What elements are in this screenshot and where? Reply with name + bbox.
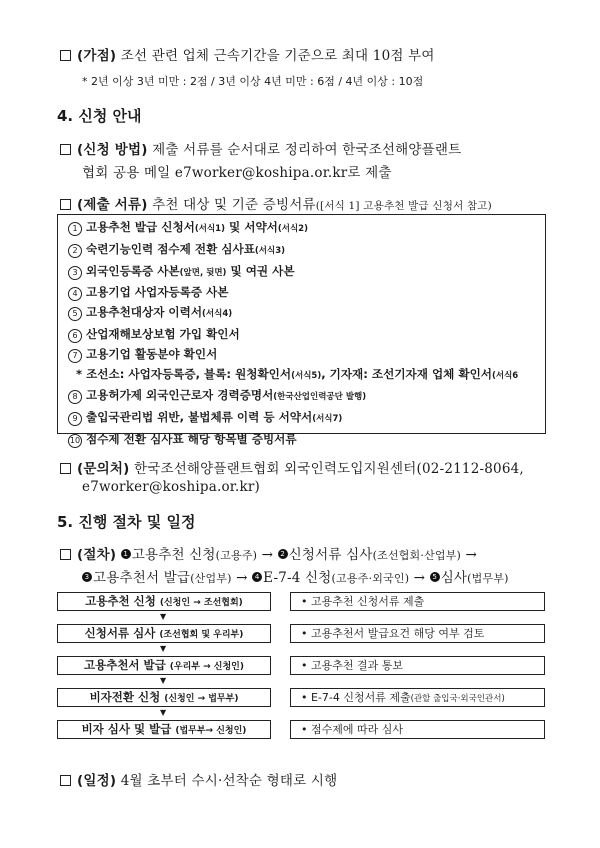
item-text: 점수제 전환 심사표 해당 항목별 증빙서류 — [86, 431, 297, 446]
item-number: 8 — [68, 390, 82, 404]
step-arrow: → — [257, 547, 278, 563]
docs-tag: (제출 서류) — [77, 197, 148, 213]
flow-step-box — [57, 592, 271, 611]
item-number: 10 — [68, 434, 82, 448]
item-form-ref: (서식3) — [254, 245, 286, 256]
flow-step-route: (법무부→ 신청인) — [175, 726, 247, 736]
item-text-extra: 및 서약서 — [224, 220, 278, 234]
item-text: 고용기업 활동분야 확인서 — [86, 346, 218, 361]
documents-note — [68, 365, 518, 387]
flow-step-box — [57, 720, 271, 739]
note-part-a: * 조선소: 사업자등록증, 블록: 원청확인서 — [76, 366, 292, 381]
schedule-text: 4월 초부터 수시·선착순 형태로 시행 — [120, 773, 338, 789]
flow-step-description — [290, 720, 545, 739]
item-number: 9 — [68, 412, 82, 426]
down-arrow-icon: ▼ — [160, 708, 167, 717]
document-item — [68, 218, 518, 240]
item-number: 3 — [68, 266, 82, 280]
item-number: 2 — [68, 244, 82, 258]
procedure-steps-2 — [82, 566, 509, 586]
step-actor: (고용주·외국인) — [331, 572, 410, 585]
item-number: 1 — [68, 222, 82, 236]
flow-step-label: 신청서류 심사 — [84, 626, 160, 640]
step-actor: (고용주) — [215, 549, 258, 562]
step-number-icon: 4 — [252, 572, 262, 582]
document-item — [68, 386, 518, 408]
note-form-ref-b: (서식6 — [491, 370, 519, 381]
method-line-1 — [60, 138, 461, 158]
item-number: 7 — [68, 349, 82, 363]
step-number-icon: 3 — [82, 572, 92, 582]
flow-description-text: • 고용추천서 발급요건 해당 여부 검토 — [301, 627, 485, 640]
item-form-ref: (한국산업인력공단 발행) — [273, 392, 367, 403]
flow-description-text: • 고용추천 신청서류 제출 — [301, 595, 425, 608]
flow-step-label: 고용추천서 발급 — [84, 658, 170, 672]
flow-description-text: • 점수제에 따라 심사 — [301, 723, 403, 736]
down-arrow-icon: ▼ — [160, 612, 167, 621]
document-item — [68, 283, 518, 303]
item-text: 출입국관리법 위반, 불법체류 이력 등 서약서 — [86, 410, 313, 425]
item-form-ref: (서식1) — [194, 224, 225, 234]
item-text: 외국인등록증 사본 — [86, 263, 180, 278]
inquiry-text-1: 한국조선해양플랜트협회 외국인력도입지원센터(02-2112-8064, — [133, 461, 524, 477]
flow-description-text: • 고용추천 결과 통보 — [301, 659, 403, 672]
document-item — [68, 262, 518, 284]
item-form-ref: (서식4) — [202, 309, 233, 320]
flow-step-label: 비자 심사 및 발급 — [81, 722, 176, 736]
document-item — [68, 345, 518, 365]
flow-step-box — [57, 656, 271, 675]
flow-step-description — [290, 624, 545, 643]
method-text-2: 협회 공용 메일 e7worker@koshipa.or.kr로 제출 — [82, 165, 392, 181]
item-text: 고용기업 사업자등록증 사본 — [86, 285, 229, 300]
checkbox-icon — [60, 775, 71, 786]
flow-description-text: • E-7-4 신청서류 제출 — [301, 691, 411, 704]
checkbox-icon — [60, 463, 71, 474]
item-number: 5 — [68, 307, 82, 321]
flow-step-route: (우리부 → 신청인) — [169, 662, 244, 672]
step-text: 심사 — [440, 570, 468, 586]
flow-step-route: (신청인 → 법무부) — [164, 694, 239, 704]
documents-list — [68, 218, 518, 450]
schedule-tag: (일정) — [77, 773, 117, 789]
step-actor: (산업부) — [190, 572, 232, 585]
item-number: 4 — [68, 287, 82, 301]
flow-step-description — [290, 656, 545, 675]
procedure-steps-1 — [121, 547, 477, 563]
checkbox-icon — [60, 199, 71, 210]
item-text: 고용추천대상자 이력서 — [86, 305, 203, 320]
note-part-b: , 기자재: 조선기자재 업체 확인서 — [321, 366, 492, 381]
step-actor: (법무부) — [467, 572, 509, 585]
flow-step-label: 고용추천 신청 — [85, 594, 160, 608]
item-form-ref-extra: (서식2) — [277, 224, 308, 234]
flow-step-description — [290, 592, 545, 611]
flow-step-route: (조선협회 및 우리부) — [159, 630, 244, 640]
section5-title: 5. 진행 절차 및 일정 — [57, 513, 196, 531]
document-item — [68, 325, 518, 345]
document-item — [68, 408, 518, 430]
step-number-icon: 1 — [121, 549, 131, 559]
step-text: E-7-4 신청 — [263, 570, 332, 586]
documents-box — [57, 214, 546, 446]
item-text: 숙련기능인력 점수제 전환 심사표 — [86, 241, 255, 256]
bonus-line — [60, 44, 435, 64]
step-text: 신청서류 심사 — [288, 547, 373, 563]
schedule-line — [60, 769, 337, 789]
flow-step-label: 비자전환 신청 — [89, 690, 165, 704]
step-arrow: → — [461, 547, 478, 563]
checkbox-icon — [60, 50, 71, 61]
down-arrow-icon: ▼ — [160, 676, 167, 685]
procedure-line-1 — [60, 543, 477, 563]
step-text: 고용추천서 발급 — [93, 570, 191, 586]
item-text: 고용허가제 외국인근로자 경력증명서 — [86, 388, 274, 403]
step-actor: (조선협회·산업부) — [372, 549, 462, 562]
step-text: 고용추천 신청 — [131, 547, 216, 563]
checkbox-icon — [60, 549, 71, 560]
item-text: 산업재해보상보험 가입 확인서 — [86, 326, 240, 341]
flow-step-route: (신청인 → 조선협회) — [159, 598, 243, 608]
step-arrow: → — [231, 570, 253, 586]
procedure-tag: (절차) — [77, 547, 117, 563]
item-number: 6 — [68, 329, 82, 343]
flow-step-box — [57, 688, 271, 707]
flow-description-note: (관할 출입국·외국인관서) — [410, 694, 505, 704]
document-item — [68, 240, 518, 262]
document-item — [68, 430, 518, 450]
flow-step-box — [57, 624, 271, 643]
docs-line — [60, 193, 492, 213]
docs-text: 추천 대상 및 기준 증빙서류 — [152, 197, 316, 213]
bonus-tag: (가점) — [77, 48, 117, 64]
docs-ref: ([서식 1] 고용추천 발급 신청서 참고) — [315, 200, 492, 212]
bonus-text: 조선 관련 업체 근속기간을 기준으로 최대 10점 부여 — [120, 48, 435, 64]
step-number-icon: 2 — [278, 549, 288, 559]
item-text-extra: 및 여권 사본 — [226, 263, 295, 278]
inquiry-line-1 — [60, 457, 524, 477]
document-item — [68, 303, 518, 325]
item-form-ref: (서식7) — [312, 414, 343, 425]
down-arrow-icon: ▼ — [160, 644, 167, 653]
checkbox-icon — [60, 144, 71, 155]
inquiry-text-2: e7worker@koshipa.or.kr) — [82, 479, 260, 495]
note-form-ref-a: (서식5) — [291, 370, 322, 381]
step-number-icon: 5 — [430, 572, 440, 582]
item-text: 고용추천 발급 신청서 — [86, 220, 195, 234]
method-text-1: 제출 서류를 순서대로 정리하여 한국조선해양플랜트 — [152, 142, 462, 158]
inquiry-tag: (문의처) — [77, 461, 130, 477]
section4-title: 4. 신청 안내 — [57, 107, 142, 125]
step-arrow: → — [409, 570, 430, 586]
flow-step-description — [290, 688, 545, 707]
bonus-note: * 2년 이상 3년 미만 : 2점 / 3년 이상 4년 미만 : 6점 / 4년 이상 : 10점 — [82, 75, 424, 88]
method-tag: (신청 방법) — [77, 142, 148, 158]
item-form-ref: (앞면, 뒷면) — [179, 267, 227, 278]
